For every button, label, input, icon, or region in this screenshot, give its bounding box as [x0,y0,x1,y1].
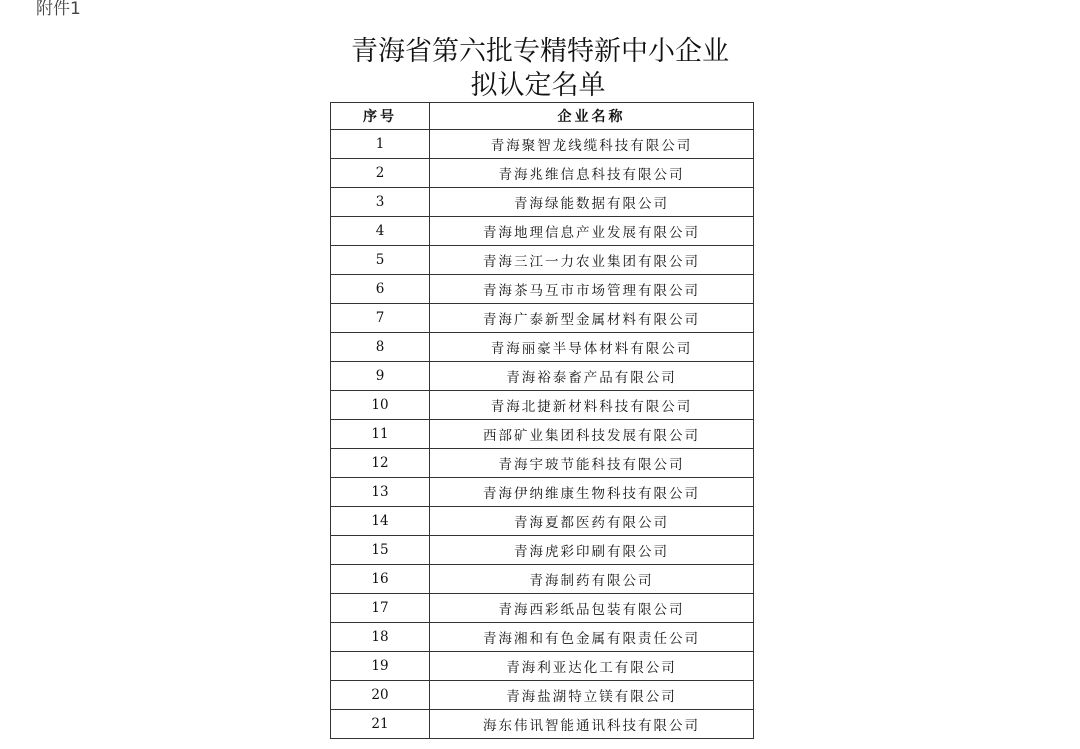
row-serial-number: 5 [331,246,430,275]
row-company-name: 青海绿能数据有限公司 [430,188,754,217]
row-company-name: 青海盐湖特立镁有限公司 [430,681,754,710]
row-company-name: 青海广泰新型金属材料有限公司 [430,304,754,333]
row-serial-number: 13 [331,478,430,507]
table-row [331,420,754,449]
row-company-name: 青海北捷新材料科技有限公司 [430,391,754,420]
row-serial-number: 7 [331,304,430,333]
table-row [331,507,754,536]
row-company-name: 青海虎彩印刷有限公司 [430,536,754,565]
table-row [331,391,754,420]
table-row [331,159,754,188]
table-row [331,681,754,710]
table-row [331,478,754,507]
row-serial-number: 11 [331,420,430,449]
table-row [331,130,754,159]
row-company-name: 青海制药有限公司 [430,565,754,594]
header-serial-number: 序号 [331,103,430,130]
table-row [331,710,754,739]
table-row [331,275,754,304]
row-serial-number: 1 [331,130,430,159]
row-serial-number: 17 [331,594,430,623]
row-serial-number: 2 [331,159,430,188]
table-row [331,362,754,391]
table-row [331,333,754,362]
company-list-table [330,102,754,739]
row-company-name: 青海湘和有色金属有限责任公司 [430,623,754,652]
table-row [331,623,754,652]
table-row [331,217,754,246]
row-company-name: 青海丽豪半导体材料有限公司 [430,333,754,362]
row-company-name: 西部矿业集团科技发展有限公司 [430,420,754,449]
row-serial-number: 10 [331,391,430,420]
page-title-line-2: 拟认定名单 [470,70,606,101]
row-serial-number: 12 [331,449,430,478]
row-company-name: 海东伟讯智能通讯科技有限公司 [430,710,754,739]
row-company-name: 青海夏都医药有限公司 [430,507,754,536]
row-serial-number: 20 [331,681,430,710]
row-company-name: 青海宇玻节能科技有限公司 [430,449,754,478]
row-company-name: 青海伊纳维康生物科技有限公司 [430,478,754,507]
row-company-name: 青海利亚达化工有限公司 [430,652,754,681]
header-company-name: 企业名称 [430,103,754,130]
row-serial-number: 21 [331,710,430,739]
table-row [331,536,754,565]
row-company-name: 青海西彩纸品包装有限公司 [430,594,754,623]
row-serial-number: 4 [331,217,430,246]
row-serial-number: 8 [331,333,430,362]
row-company-name: 青海聚智龙线缆科技有限公司 [430,130,754,159]
row-company-name: 青海三江一力农业集团有限公司 [430,246,754,275]
row-serial-number: 9 [331,362,430,391]
table-row [331,652,754,681]
row-serial-number: 19 [331,652,430,681]
row-company-name: 青海茶马互市市场管理有限公司 [430,275,754,304]
attachment-label: 附件1 [36,0,81,19]
table-row [331,565,754,594]
row-company-name: 青海兆维信息科技有限公司 [430,159,754,188]
page-title-line-1: 青海省第六批专精特新中小企业 [351,36,729,67]
row-company-name: 青海地理信息产业发展有限公司 [430,217,754,246]
table-header-row [331,103,754,130]
row-serial-number: 16 [331,565,430,594]
table-row [331,304,754,333]
table-row [331,188,754,217]
row-serial-number: 15 [331,536,430,565]
table-row [331,246,754,275]
row-serial-number: 3 [331,188,430,217]
row-serial-number: 18 [331,623,430,652]
table-row [331,594,754,623]
table-row [331,449,754,478]
row-serial-number: 14 [331,507,430,536]
row-serial-number: 6 [331,275,430,304]
row-company-name: 青海裕泰畜产品有限公司 [430,362,754,391]
